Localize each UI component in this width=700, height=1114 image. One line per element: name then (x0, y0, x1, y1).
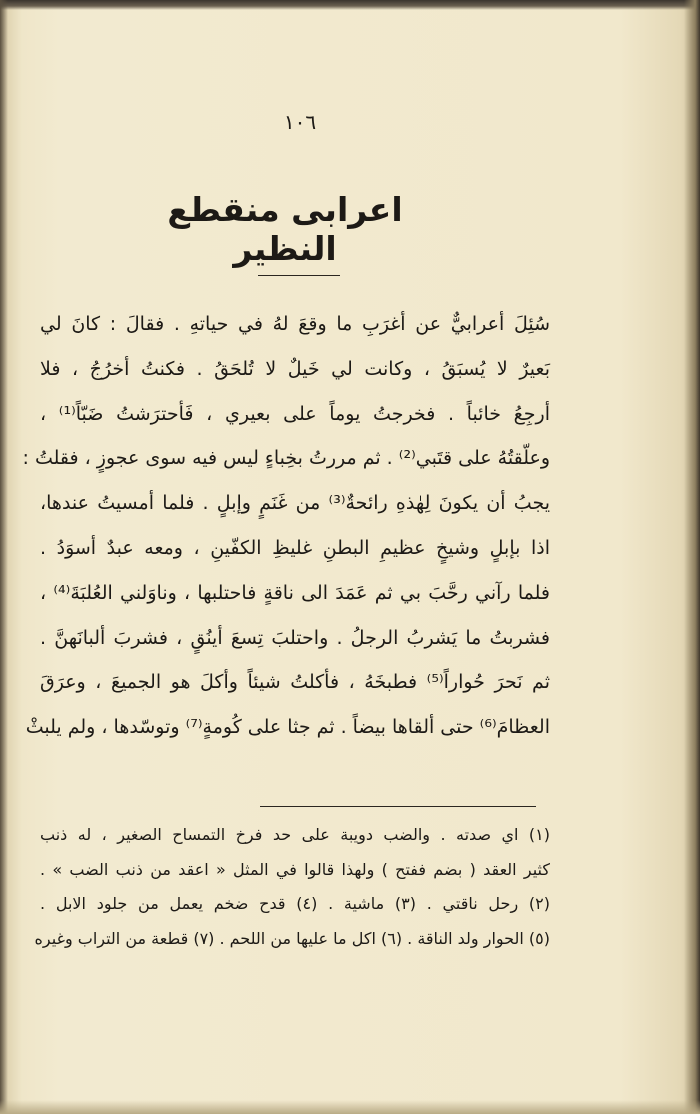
footnote-line: (١) اي صدته . والضب دويبة على حد فرخ التمساح الصغير ، له ذنب (40, 825, 550, 844)
footnote-line: (٥) الحوار ولد الناقة . (٦) اكل ما عليها من اللحم . (٧) قطعة من التراب وغيره (34, 928, 550, 948)
body-line: اذا بإبلٍ وشيخٍ عظيمِ البطنِ غليظِ الكفّينِ ، ومعه عبدٌ أسوَدُ . (40, 536, 550, 559)
footnotes (34, 818, 550, 956)
body-line: فلما رآني رحَّبَ بي ثم عَمَدَ الى ناقةٍ فاحتلبها ، وناوَلني العُلبَةَ⁽⁴⁾ ، (40, 581, 550, 604)
body-line: أرجِعُ خائباً . فخرجتُ يوماً على بعيري ، فَأحترَشتُ ضَبّاً⁽¹⁾ ، (40, 402, 550, 425)
page-bottom-shadow (0, 1100, 700, 1114)
title-divider (258, 275, 340, 276)
body-line: سُئِلَ أعرابيٌّ عن أغرَبِ ما وقعَ لهُ في حياتهِ . فقالَ : كانَ لي (40, 313, 550, 335)
chapter-title: اعرابى منقطع النظير (167, 190, 403, 268)
body-line: يجبُ أن يكونَ لِهٰذهِ رائحةٌ⁽³⁾ من غَنَمٍ وإبلٍ . فلما أمسيتُ عندها، (40, 492, 550, 515)
page-number: ١٠٦ (283, 110, 317, 134)
page-top-edge (0, 0, 700, 10)
footnote-line: (٢) رحل ناقتي . (٣) ماشية . (٤) قدح ضخم يعمل من جلود الابل . (40, 894, 550, 913)
body-line: العظامَ⁽⁶⁾ حتى ألقاها بيضاً . ثم جثا على كُومةٍ⁽⁷⁾ وتوسّدها ، ولم يلبثْ (25, 716, 550, 739)
footnote-line: كثير العقد ( بضم ففتح ) ولهذا قالوا في المثل « اعقد من ذنب الضب » . (40, 859, 550, 879)
body-line: وعلّقتُهُ على قتَبي⁽²⁾ . ثم مررتُ بخِباءٍ ليس فيه سوى عجوزٍ ، فقلتُ : (22, 447, 550, 470)
page-right-edge (684, 0, 700, 1114)
body-line: فشربتُ ما يَشربُ الرجلُ . واحتلبَ تِسعَ أينُقٍ ، فشربَ ألبانَهنَّ . (40, 626, 550, 649)
body-text (22, 302, 550, 750)
body-line: ثم نَحرَ حُواراً⁽⁵⁾ فطبخَهُ ، فأكلتُ شيئاً وأكلَ هو الجميعَ ، وعرَقَ (40, 671, 550, 694)
footnote-divider (260, 806, 536, 807)
page-left-edge (0, 0, 8, 1114)
body-line: بَعيرٌ لا يُسبَقُ ، وكانت لي خَيلٌ لا تُلحَقُ . فكنتُ أخرُجُ ، فلا (40, 357, 550, 380)
